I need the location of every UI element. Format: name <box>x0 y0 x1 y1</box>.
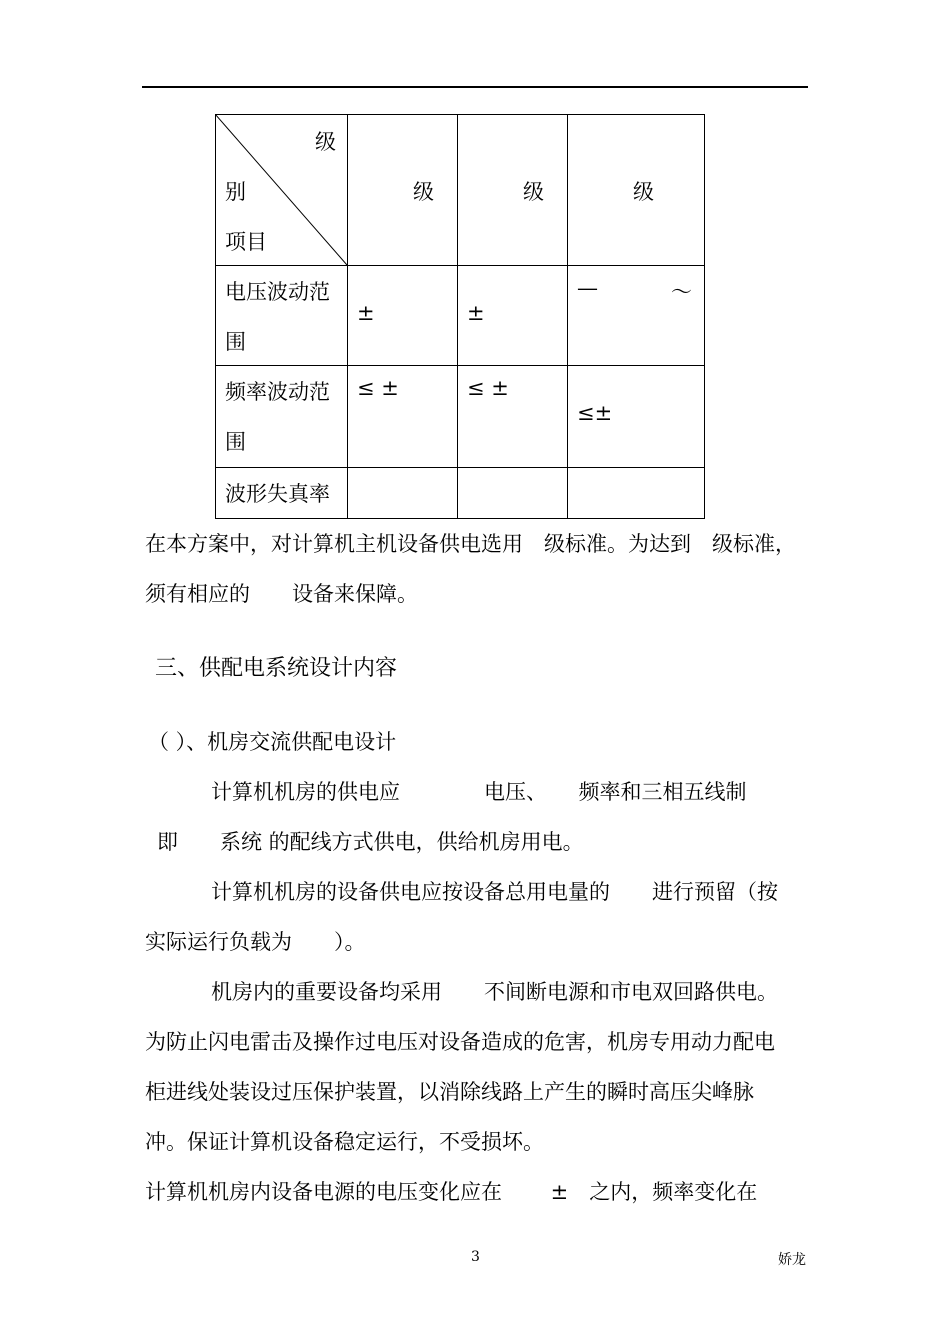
row-frequency-label-1: 频率波动范 <box>225 380 330 404</box>
paragraph-4-line-1: 机房内的重要设备均采用 不间断电源和市电双回路供电。 <box>211 980 778 1004</box>
header-col-b: 级 <box>523 180 544 204</box>
row-voltage-label-2: 围 <box>225 330 246 354</box>
row-voltage-c-left: — <box>577 276 598 300</box>
header-rule <box>142 86 808 88</box>
footer-author: 娇龙 <box>778 1252 806 1268</box>
paragraph-4-line-2: 为防止闪电雷击及操作过电压对设备造成的危害，机房专用动力配电 <box>145 1030 775 1054</box>
paragraph-2-line-1: 计算机机房的供电应 电压、 频率和三相五线制 <box>211 780 747 804</box>
row-voltage-c-right: ～ <box>671 280 692 304</box>
paragraph-5-line-1: 计算机机房内设备电源的电压变化应在 ± 之内，频率变化在 <box>145 1180 758 1204</box>
paragraph-3-line-1: 计算机机房的设备供电应按设备总用电量的 进行预留（按 <box>211 880 778 904</box>
paragraph-2-line-2: 即 系统 的配线方式供电，供给机房用电。 <box>157 830 584 854</box>
power-quality-table <box>215 114 705 519</box>
header-col-a: 级 <box>413 180 434 204</box>
row-voltage-b: ± <box>467 301 485 325</box>
row-frequency-b: ≤ ± <box>467 376 509 400</box>
section-heading: 三、供配电系统设计内容 <box>155 656 398 681</box>
paragraph-3-line-2: 实际运行负载为 ）。 <box>145 930 366 954</box>
row-voltage-a: ± <box>357 301 375 325</box>
paragraph-4-line-4: 冲。保证计算机设备稳定运行，不受损坏。 <box>145 1130 544 1154</box>
row-frequency-a: ≤ ± <box>357 376 399 400</box>
row-frequency-label-2: 围 <box>225 430 246 454</box>
row-voltage-label-1: 电压波动范 <box>225 280 330 304</box>
row-distortion-label: 波形失真率 <box>225 482 330 506</box>
paragraph-4-line-3: 柜进线处装设过压保护装置，以消除线路上产生的瞬时高压尖峰脉 <box>145 1080 754 1104</box>
header-grade-label: 级 <box>315 130 336 154</box>
sub-heading: （ ）、机房交流供配电设计 <box>148 730 397 754</box>
header-item-label: 项目 <box>225 230 267 254</box>
header-category-label: 别 <box>225 180 246 204</box>
paragraph-1-line-2: 须有相应的 设备来保障。 <box>145 582 418 606</box>
page-number: 3 <box>471 1249 480 1265</box>
row-frequency-c: ≤± <box>577 401 613 425</box>
header-col-c: 级 <box>633 180 654 204</box>
paragraph-1-line-1: 在本方案中，对计算机主机设备供电选用 级标准。为达到 级标准， <box>145 532 796 556</box>
